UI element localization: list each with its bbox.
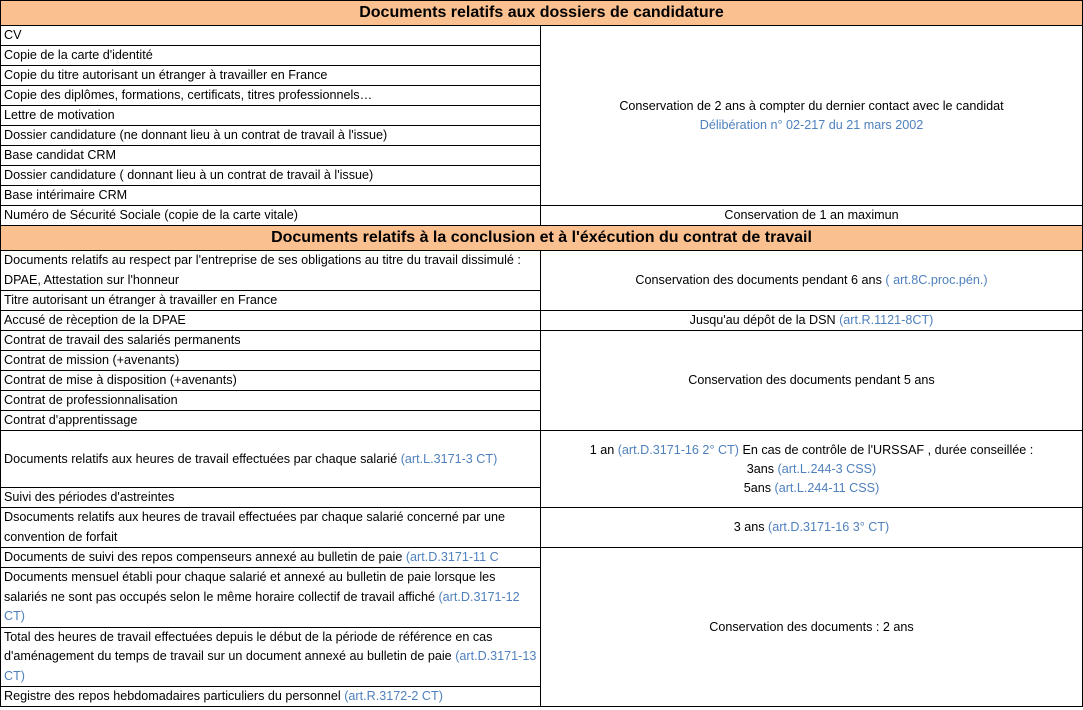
legal-reference: (art.L.244-3 CSS) — [777, 461, 877, 476]
legal-reference: ( art.8C.proc.pén.) — [885, 273, 988, 287]
legal-reference: Délibération n° 02-217 du 21 mars 2002 — [699, 117, 924, 132]
retention-text: 3ans — [746, 461, 775, 476]
document-cell: Dossier candidature ( donnant lieu à un contrat de travail à l'issue) — [1, 166, 541, 186]
retention-cell-forfait — [541, 508, 1083, 548]
legal-reference: (art.D.3171-12 CT) — [4, 589, 520, 623]
retention-text: Conservation de 2 ans à compter du dernier contact avec le candidat — [619, 98, 1004, 113]
document-text: Total des heures de travail effectuées depuis le début de la période de référence en cas d'aménagement du temps de travail sur un document annexé au bulletin de paie — [4, 629, 493, 663]
retention-text: 1 an — [589, 442, 615, 457]
legal-reference: (art.R.3172-2 CT) — [344, 689, 443, 703]
document-cell: Copie des diplômes, formations, certificats, titres professionnels… — [1, 86, 541, 106]
legal-reference: (art.D.3171-11 C — [405, 550, 499, 564]
document-text: Documents relatifs aux heures de travail effectuées par chaque salarié — [4, 451, 398, 466]
document-text: Documents mensuel établi pour chaque salarié et annexé au bulletin de paie lorsque les salariés ne sont pas occupés selon le même horaire collectif de travail affiché — [4, 570, 496, 604]
document-cell-mensuel — [1, 568, 541, 628]
document-cell-dpae: Accusé de rèception de la DPAE — [1, 311, 541, 331]
document-cell: CV — [1, 26, 541, 46]
document-cell-astreintes: Suivi des périodes d'astreintes — [1, 488, 541, 508]
document-cell: Copie du titre autorisant un étranger à travailler en France — [1, 66, 541, 86]
retention-line — [544, 479, 1079, 498]
document-cell-ssn: Numéro de Sécurité Sociale (copie de la carte vitale) — [1, 206, 541, 226]
document-cell: Contrat d'apprentissage — [1, 411, 541, 431]
legal-reference: (art.L.244-11 CSS) — [774, 480, 880, 495]
retention-cell-2ans: Conservation des documents : 2 ans — [541, 548, 1083, 707]
retention-text: Jusqu'au dépôt de la DSN — [689, 313, 836, 327]
retention-cell-urssaf — [541, 431, 1083, 508]
retention-text: Conservation des documents pendant 6 ans — [635, 273, 882, 287]
document-cell: Lettre de motivation — [1, 106, 541, 126]
document-cell: Base intérimaire CRM — [1, 186, 541, 206]
document-cell-heures — [1, 431, 541, 488]
retention-text: 5ans — [743, 480, 772, 495]
document-cell-obligations: Documents relatifs au respect par l'entreprise de ses obligations au titre du travail dissimulé : DPAE, Attestation sur l'honneur — [1, 251, 541, 291]
document-cell: Dossier candidature (ne donnant lieu à un contrat de travail à l'issue) — [1, 126, 541, 146]
document-cell-registre — [1, 687, 541, 707]
retention-line — [544, 460, 1079, 479]
section-header-contrat: Documents relatifs à la conclusion et à l'éxécution du contrat de travail — [1, 226, 1083, 251]
legal-reference: (art.D.3171-13 CT) — [4, 649, 537, 683]
document-cell: Contrat de professionnalisation — [1, 391, 541, 411]
document-cell: Copie de la carte d'identité — [1, 46, 541, 66]
document-cell-repos — [1, 548, 541, 568]
document-cell: Contrat de mission (+avenants) — [1, 351, 541, 371]
legal-reference: (art.D.3171-16 2° CT) — [617, 442, 739, 457]
document-cell-total — [1, 627, 541, 687]
document-text: Documents de suivi des repos compenseurs annexé au bulletin de paie — [4, 550, 403, 564]
document-cell: Contrat de travail des salariés permanents — [1, 331, 541, 351]
retention-text: En cas de contrôle de l'URSSAF , durée conseillée : — [742, 442, 1034, 457]
document-cell: Base candidat CRM — [1, 146, 541, 166]
retention-cell-dpae — [541, 311, 1083, 331]
retention-line — [544, 441, 1079, 460]
document-cell: Contrat de mise à disposition (+avenants) — [1, 371, 541, 391]
retention-cell-6ans — [541, 251, 1083, 311]
legal-reference: (art.L.3171-3 CT) — [400, 451, 498, 466]
legal-reference: (art.D.3171-16 3° CT) — [768, 520, 890, 534]
document-text: Registre des repos hebdomadaires particuliers du personnel — [4, 689, 341, 703]
retention-cell-candidature — [541, 26, 1083, 206]
retention-cell-ssn: Conservation de 1 an maximun — [541, 206, 1083, 226]
section-header-candidature: Documents relatifs aux dossiers de candidature — [1, 1, 1083, 26]
legal-reference: (art.R.1121-8CT) — [839, 313, 934, 327]
document-cell: Titre autorisant un étranger à travailler en France — [1, 291, 541, 311]
document-cell-forfait: Dsocuments relatifs aux heures de travail effectuées par chaque salarié concerné par une convention de forfait — [1, 508, 541, 548]
retention-cell-5ans: Conservation des documents pendant 5 ans — [541, 331, 1083, 431]
retention-text: 3 ans — [733, 520, 765, 534]
